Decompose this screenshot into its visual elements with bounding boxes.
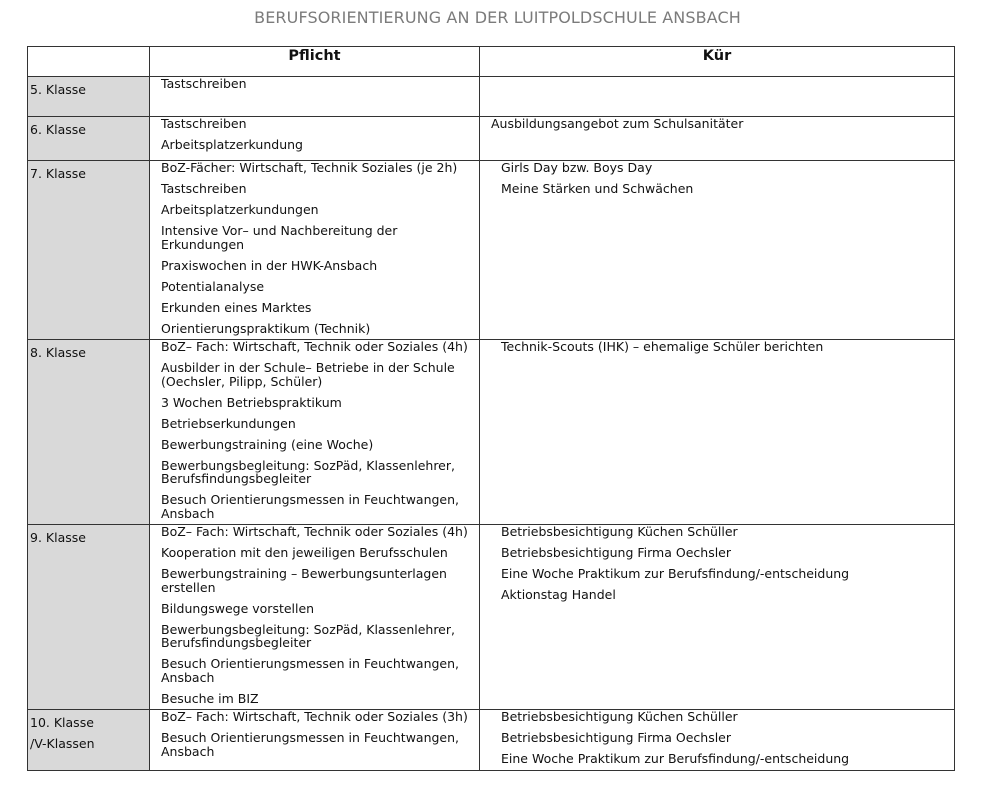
kuer-cell xyxy=(480,77,955,117)
pflicht-item: Praxiswochen in der HWK-Ansbach xyxy=(161,257,378,273)
pflicht-item: Besuch Orientierungsmessen in Feuchtwangen, Ansbach xyxy=(161,730,460,759)
pflicht-item: Bildungswege vorstellen xyxy=(161,600,315,616)
pflicht-item: Tastschreiben xyxy=(161,76,247,91)
pflicht-item: BoZ– Fach: Wirtschaft, Technik oder Soziales (4h) xyxy=(161,339,468,354)
pflicht-item: Intensive Vor– und Nachbereitung der Erkundungen xyxy=(161,223,398,252)
kuer-item: Technik-Scouts (IHK) – ehemalige Schüler berichten xyxy=(501,339,824,354)
pflicht-item: Arbeitsplatzerkundungen xyxy=(161,202,319,217)
kuer-list xyxy=(480,525,954,606)
pflicht-item: Arbeitsplatzerkundung xyxy=(161,137,303,152)
kuer-item: Betriebsbesichtigung Firma Oechsler xyxy=(501,545,732,560)
grade-cell xyxy=(28,161,150,340)
table-header-row xyxy=(28,47,955,77)
kuer-item: Eine Woche Praktikum zur Berufsfindung/-entscheidung xyxy=(501,566,850,581)
grade-cell xyxy=(28,77,150,117)
pflicht-cell xyxy=(150,117,480,161)
grade-label: 5. Klasse xyxy=(30,82,86,97)
pflicht-cell xyxy=(150,525,480,710)
kuer-list xyxy=(480,340,954,358)
kuer-item: Girls Day bzw. Boys Day xyxy=(501,160,653,175)
table-row xyxy=(28,77,955,117)
table-row xyxy=(28,710,955,771)
pflicht-item: Ausbilder in der Schule– Betriebe in der Schule (Oechsler, Pilipp, Schüler) xyxy=(161,360,455,389)
table-row xyxy=(28,340,955,525)
grade-label: 10. Klasse xyxy=(30,715,94,730)
pflicht-item: Tastschreiben xyxy=(161,116,247,131)
kuer-item: Eine Woche Praktikum zur Berufsfindung/-entscheidung xyxy=(501,751,850,766)
kuer-item: Aktionstag Handel xyxy=(501,587,616,602)
header-kuer: Kür xyxy=(480,47,955,77)
pflicht-item: Bewerbungstraining – Bewerbungsunterlagen erstellen xyxy=(161,566,447,595)
pflicht-item: Orientierungspraktikum (Technik) xyxy=(161,320,371,336)
pflicht-item: BoZ– Fach: Wirtschaft, Technik oder Soziales (3h) xyxy=(161,709,468,724)
pflicht-item: Kooperation mit den jeweiligen Berufsschulen xyxy=(161,545,448,560)
grade-cell xyxy=(28,710,150,771)
pflicht-item: Potentialanalyse xyxy=(161,278,265,294)
document-title: BERUFSORIENTIERUNG AN DER LUITPOLDSCHULE ANSBACH xyxy=(254,8,741,27)
kuer-list xyxy=(480,117,954,135)
pflicht-cell xyxy=(150,161,480,340)
pflicht-cell xyxy=(150,710,480,771)
kuer-item: Betriebsbesichtigung Firma Oechsler xyxy=(501,730,732,745)
table-row xyxy=(28,117,955,161)
kuer-item: Betriebsbesichtigung Küchen Schüller xyxy=(501,709,738,724)
pflicht-item: Betriebserkundungen xyxy=(161,415,296,431)
pflicht-list xyxy=(150,117,479,156)
pflicht-cell xyxy=(150,77,480,117)
pflicht-list xyxy=(150,340,479,524)
pflicht-item: 3 Wochen Betriebspraktikum xyxy=(161,394,342,410)
pflicht-list xyxy=(150,710,479,762)
table-row xyxy=(28,525,955,710)
kuer-list xyxy=(480,710,954,770)
pflicht-item: Tastschreiben xyxy=(161,181,247,196)
pflicht-item: Bewerbungsbegleitung: SozPäd, Klassenlehrer, Berufsfindungsbegleiter xyxy=(161,457,455,486)
career-orientation-table xyxy=(27,46,955,771)
grade-label: 8. Klasse xyxy=(30,345,86,360)
pflicht-list xyxy=(150,77,479,95)
kuer-cell xyxy=(480,710,955,771)
header-pflicht: Pflicht xyxy=(150,47,480,77)
kuer-item: Meine Stärken und Schwächen xyxy=(501,181,694,196)
pflicht-item: Besuch Orientierungsmessen in Feuchtwangen, Ansbach xyxy=(161,492,460,521)
grade-label: 9. Klasse xyxy=(30,530,86,545)
kuer-cell xyxy=(480,161,955,340)
kuer-cell xyxy=(480,340,955,525)
pflicht-item: Bewerbungstraining (eine Woche) xyxy=(161,436,374,452)
kuer-cell xyxy=(480,525,955,710)
grade-label: 7. Klasse xyxy=(30,166,86,181)
pflicht-item: Erkunden eines Marktes xyxy=(161,299,312,315)
table-row xyxy=(28,161,955,340)
pflicht-item: BoZ-Fächer: Wirtschaft, Technik Soziales (je 2h) xyxy=(161,160,458,175)
grade-cell xyxy=(28,117,150,161)
pflicht-cell xyxy=(150,340,480,525)
grade-cell xyxy=(28,340,150,525)
kuer-list xyxy=(480,161,954,200)
pflicht-item: Besuche im BIZ xyxy=(161,690,259,706)
kuer-item: Ausbildungsangebot zum Schulsanitäter xyxy=(491,116,744,131)
kuer-item: Betriebsbesichtigung Küchen Schüller xyxy=(501,524,738,539)
pflicht-list xyxy=(150,161,479,339)
grade-label: 6. Klasse xyxy=(30,122,86,137)
pflicht-item: Besuch Orientierungsmessen in Feuchtwangen, Ansbach xyxy=(161,656,460,685)
header-empty-cell xyxy=(28,47,150,77)
grade-label: /V-Klassen xyxy=(30,736,95,751)
kuer-cell xyxy=(480,117,955,161)
grade-cell xyxy=(28,525,150,710)
pflicht-item: BoZ– Fach: Wirtschaft, Technik oder Soziales (4h) xyxy=(161,524,468,539)
pflicht-list xyxy=(150,525,479,709)
pflicht-item: Bewerbungsbegleitung: SozPäd, Klassenlehrer, Berufsfindungsbegleiter xyxy=(161,621,455,650)
